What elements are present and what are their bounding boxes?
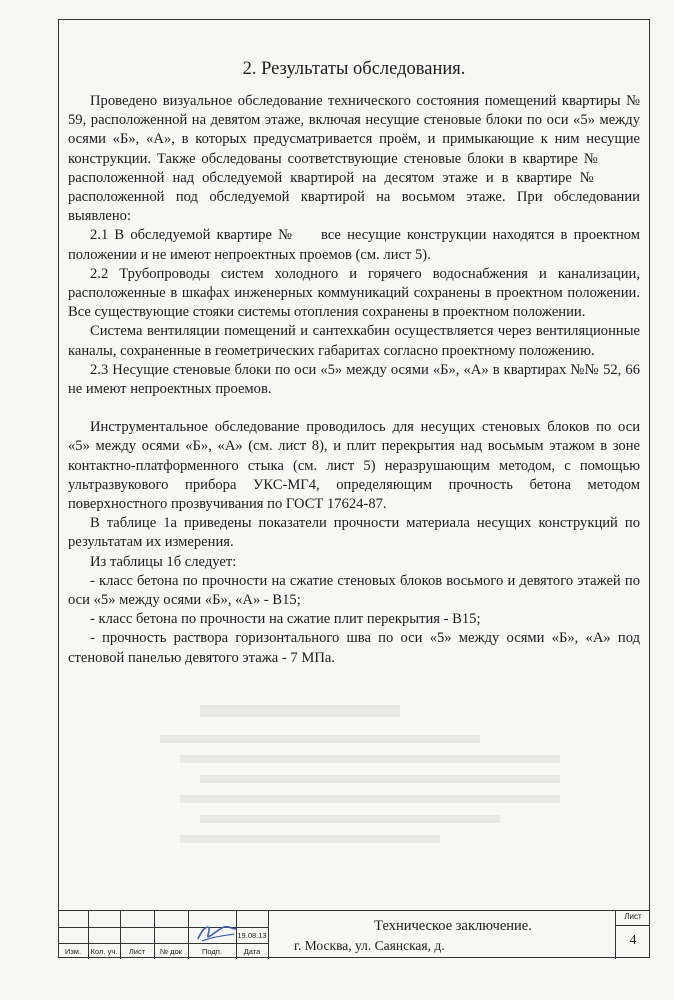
paragraph-instrumental: Инструментальное обследование проводилось для несущих стеновых блоков по оси «5» между осями «Б», «А» (см. лист 8), и плит перекрытия над восьмым этажом в зоне контактно-платформенного стыка (см. лист 5) неразрушающим методом, с помощью ультразвукового прибора УКС-МГ4, определяющим прочность бетона методом поверхностного прозвучивания по ГОСТ 17624-87.: [68, 419, 640, 513]
item-2-1-text-1: 2.1 В обследуемой квартире №: [90, 227, 295, 244]
paragraph-2-1: [68, 226, 640, 264]
title-block: [58, 910, 650, 959]
col-kol-uch: Кол. уч.: [90, 947, 118, 956]
paragraph-2-2: 2.2 Трубопроводы систем холодного и горячего водоснабжения и канализации, расположенные в шкафах инженерных коммуникаций сохранены в проектном положении. Все существующие стояки системы отопления сохранены в проектном положении.: [68, 265, 640, 321]
list-item-concrete-slabs: - класс бетона по прочности на сжатие плит перекрытия - В15;: [90, 611, 481, 628]
sheet-label: Лист: [624, 912, 642, 921]
handwritten-signature: [194, 919, 240, 945]
faded-stamp-watermark: [160, 700, 580, 870]
paragraph-table-1a: В таблице 1а приведены показатели прочности материала несущих конструкций по результатам их измерения.: [68, 515, 640, 551]
intro-text-1: Проведено визуальное обследование технического состояния помещений квартиры № 59, расположенной на девятом этаже, включая несущие стеновые блоки по оси «5» между осями «Б», «А», в которых предусматривается проём, и примыкающие к ним несущие конструкции. Также обследованы соответствующие стеновые блоки в квартире №: [68, 93, 640, 167]
date-value: 19.08.13: [237, 931, 267, 940]
col-date: Дата: [243, 947, 261, 956]
intro-text-2: расположенной над обследуемой квартирой на десятом этаже и в квартире №: [68, 169, 599, 186]
stamp-document-title: Техническое заключение.: [374, 918, 532, 934]
sheet-number: 4: [629, 933, 637, 948]
col-doc-no: № док: [160, 947, 182, 956]
col-list: Лист: [128, 947, 146, 956]
section-title: 2. Результаты обследования.: [242, 59, 466, 79]
col-signature: Подп.: [202, 947, 222, 956]
stamp-address: г. Москва, ул. Саянская, д.: [294, 938, 445, 953]
paragraph-ventilation: Система вентиляции помещений и сантехкабин осуществляется через вентиляционные каналы, сохраненные в геометрических габаритах согласно проектному положению.: [68, 323, 640, 359]
main-text: [68, 58, 640, 668]
list-item-mortar: - прочность раствора горизонтального шва по оси «5» между осями «Б», «А» под стеновой панелью девятого этажа - 7 МПа.: [68, 630, 640, 666]
intro-text-3: расположенной под обследуемой квартирой на восьмом этаже. При обследовании выявлено:: [68, 189, 640, 225]
paragraph-intro: [68, 92, 640, 226]
item-2-1-text-2: все несущие конструкции находятся в проектном положении и не имеют непроектных проемов (см. лист 5).: [68, 227, 641, 263]
paragraph-table-1b: Из таблицы 1б следует:: [90, 553, 237, 570]
paragraph-2-3: 2.3 Несущие стеновые блоки по оси «5» между осями «Б», «А» в квартирах №№ 52, 66 не имеют непроектных проемов.: [68, 361, 640, 398]
col-izm: Изм.: [64, 947, 82, 956]
list-item-concrete-blocks: - класс бетона по прочности на сжатие стеновых блоков восьмого и девятого этажей по оси «5» между осями «Б», «А» - В15;: [68, 572, 640, 609]
revision-grid: [58, 911, 268, 959]
